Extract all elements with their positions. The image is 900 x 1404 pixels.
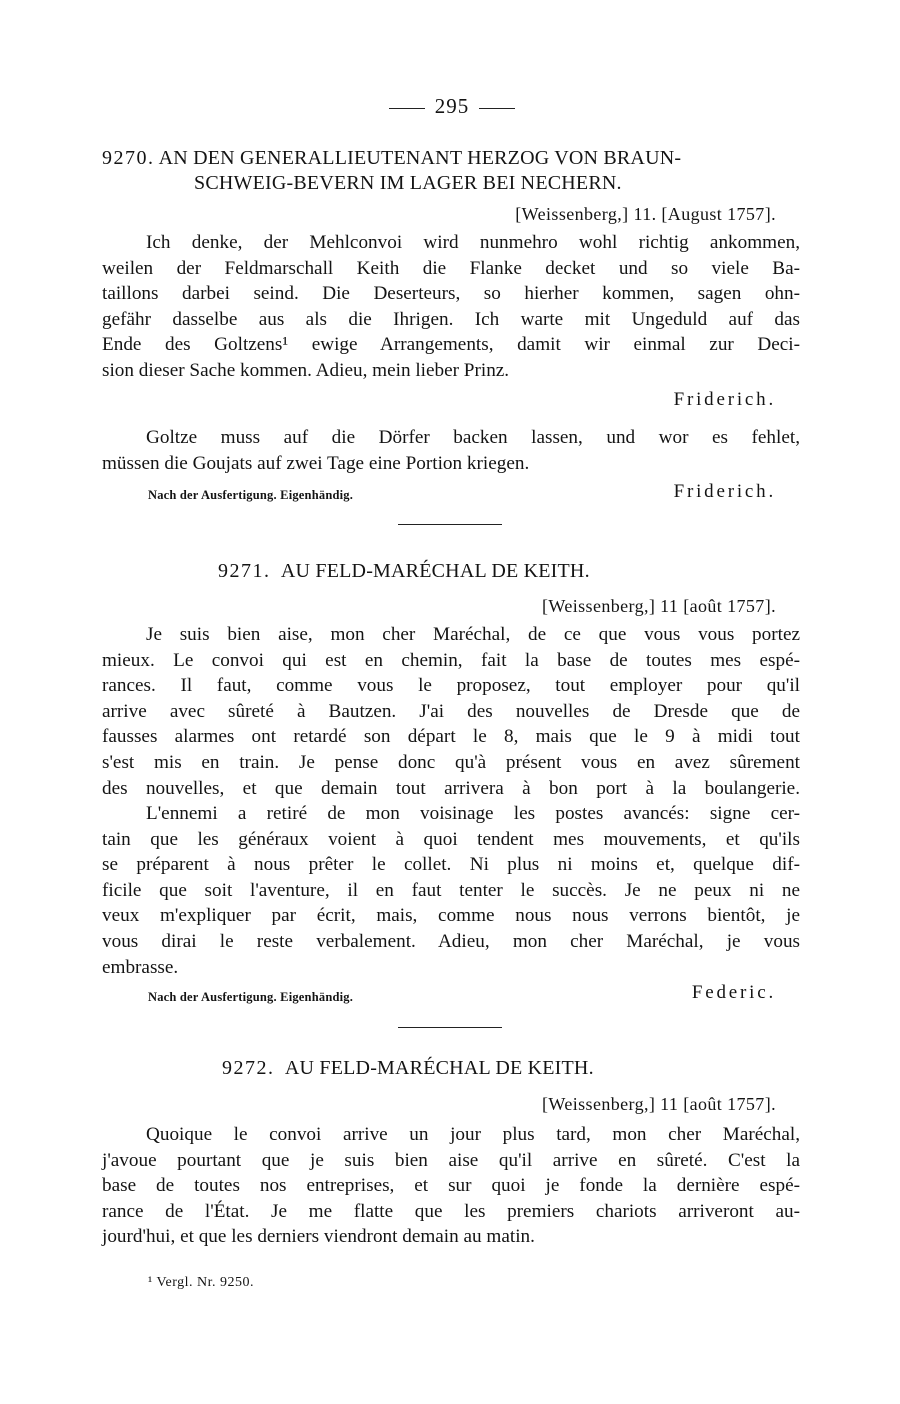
letter-9272-dateline: [Weissenberg,] 11 [août 1757]. <box>542 1094 776 1114</box>
page-number: 295 <box>372 94 532 119</box>
text-line: Goltze muss auf die Dörfer backen lassen, und wor es fehlet, <box>146 427 800 448</box>
letter-9271-signature: Federic. <box>691 982 776 1003</box>
text-line: veux m'expliquer par écrit, mais, comme nous nous verrons bientôt, je <box>102 905 800 927</box>
letter-9271-paragraph-1 <box>102 622 800 801</box>
letter-9270-heading <box>102 146 800 196</box>
section-divider <box>398 524 502 525</box>
text-line: Je suis bien aise, mon cher Maréchal, de ce que vous vous portez <box>146 624 800 645</box>
text-line: jourd'hui, et que les derniers viendront demain au matin. <box>102 1226 535 1248</box>
text-line: Ende des Goltzens¹ ewige Arrangements, damit wir einmal zur Deci- <box>102 334 800 356</box>
text-line: ficile que soit l'aventure, il en faut tenter le succès. Je ne peux ni ne <box>102 879 800 901</box>
text-line: taillons darbei seind. Die Deserteurs, so hierher kommen, sagen ohn- <box>102 283 800 305</box>
text-line: weilen der Feldmarschall Keith die Flanke decket und so viele Ba- <box>102 257 800 279</box>
text-line: mieux. Le convoi qui est en chemin, fait la base de toutes mes espé- <box>102 649 800 671</box>
text-line: gefähr dasselbe aus als die Ihrigen. Ich warte mit Ungeduld auf das <box>102 308 800 330</box>
letter-9271-source-note: Nach der Ausfertigung. Eigenhändig. <box>148 990 354 1004</box>
text-line: vous dirai le reste verbalement. Adieu, mon cher Maréchal, je vous <box>102 930 800 952</box>
heading-line-1: AN DEN GENERALLIEUTENANT HERZOG VON BRAUN- <box>158 147 682 169</box>
page-number-dash-left <box>389 108 425 109</box>
letter-9272-paragraph-1 <box>102 1122 800 1250</box>
text-line: base de toutes nos entreprises, et sur quoi je fonde la dernière espé- <box>102 1175 800 1197</box>
text-line: j'avoue pourtant que je suis bien aise qu'il arrive en sûreté. C'est la <box>102 1149 800 1171</box>
letter-number: 9272. <box>222 1057 275 1079</box>
text-line: s'est mis en train. Je pense donc qu'à présent vous en avez sûrement <box>102 751 800 773</box>
letter-9270-signature-1: Friderich. <box>673 389 776 410</box>
letter-number: 9271. <box>218 560 271 582</box>
text-line: L'ennemi a retiré de mon voisinage les postes avancés: signe cer- <box>146 803 800 824</box>
letter-9271-heading <box>218 559 590 584</box>
letter-9270-dateline: [Weissenberg,] 11. [August 1757]. <box>515 204 776 224</box>
text-line: rance de l'État. Je me flatte que les premiers chariots arriveront au- <box>102 1200 800 1222</box>
text-line: Quoique le convoi arrive un jour plus tard, mon cher Maréchal, <box>146 1124 800 1145</box>
letter-number: 9270. <box>102 147 155 169</box>
letter-9271-dateline: [Weissenberg,] 11 [août 1757]. <box>542 596 776 616</box>
text-line: tain que les généraux voient à quoi tendent mes mouvements, et qu'ils <box>102 828 800 850</box>
letter-9271-paragraph-2 <box>102 801 800 980</box>
page-number-dash-right <box>479 108 515 109</box>
heading-title: AU FELD-MARÉCHAL DE KEITH. <box>280 560 590 582</box>
text-line: rances. Il faut, comme vous le proposez, tout employer pour qu'il <box>102 675 800 697</box>
text-line: fausses alarmes ont retardé son départ le 8, mais que le 9 à midi tout <box>102 726 800 748</box>
text-line: Ich denke, der Mehlconvoi wird nunmehro wohl richtig ankommen, <box>146 232 800 253</box>
letter-9270-paragraph-2 <box>102 425 800 476</box>
heading-line-2: SCHWEIG-BEVERN IM LAGER BEI NECHERN. <box>194 172 622 194</box>
text-line: des nouvelles, et que demain tout arrivera à bon port à la boulangerie. <box>102 777 800 799</box>
text-line: embrasse. <box>102 956 179 978</box>
section-divider <box>398 1027 502 1028</box>
letter-9270-paragraph-1 <box>102 230 800 384</box>
text-line: müssen die Goujats auf zwei Tage eine Portion kriegen. <box>102 452 530 474</box>
footnote: ¹ Vergl. Nr. 9250. <box>148 1275 255 1290</box>
text-line: se préparent à nous prêter le collet. Ni plus ni moins et, quelque dif- <box>102 854 800 876</box>
text-line: sion dieser Sache kommen. Adieu, mein lieber Prinz. <box>102 359 510 381</box>
text-line: arrive avec sûreté à Bautzen. J'ai des nouvelles de Dresde que de <box>102 700 800 722</box>
heading-title: AU FELD-MARÉCHAL DE KEITH. <box>284 1057 594 1079</box>
letter-9272-heading <box>222 1056 594 1081</box>
letter-9270-source-note: Nach der Ausfertigung. Eigenhändig. <box>148 488 354 502</box>
letter-9270-signature-2: Friderich. <box>673 481 776 502</box>
